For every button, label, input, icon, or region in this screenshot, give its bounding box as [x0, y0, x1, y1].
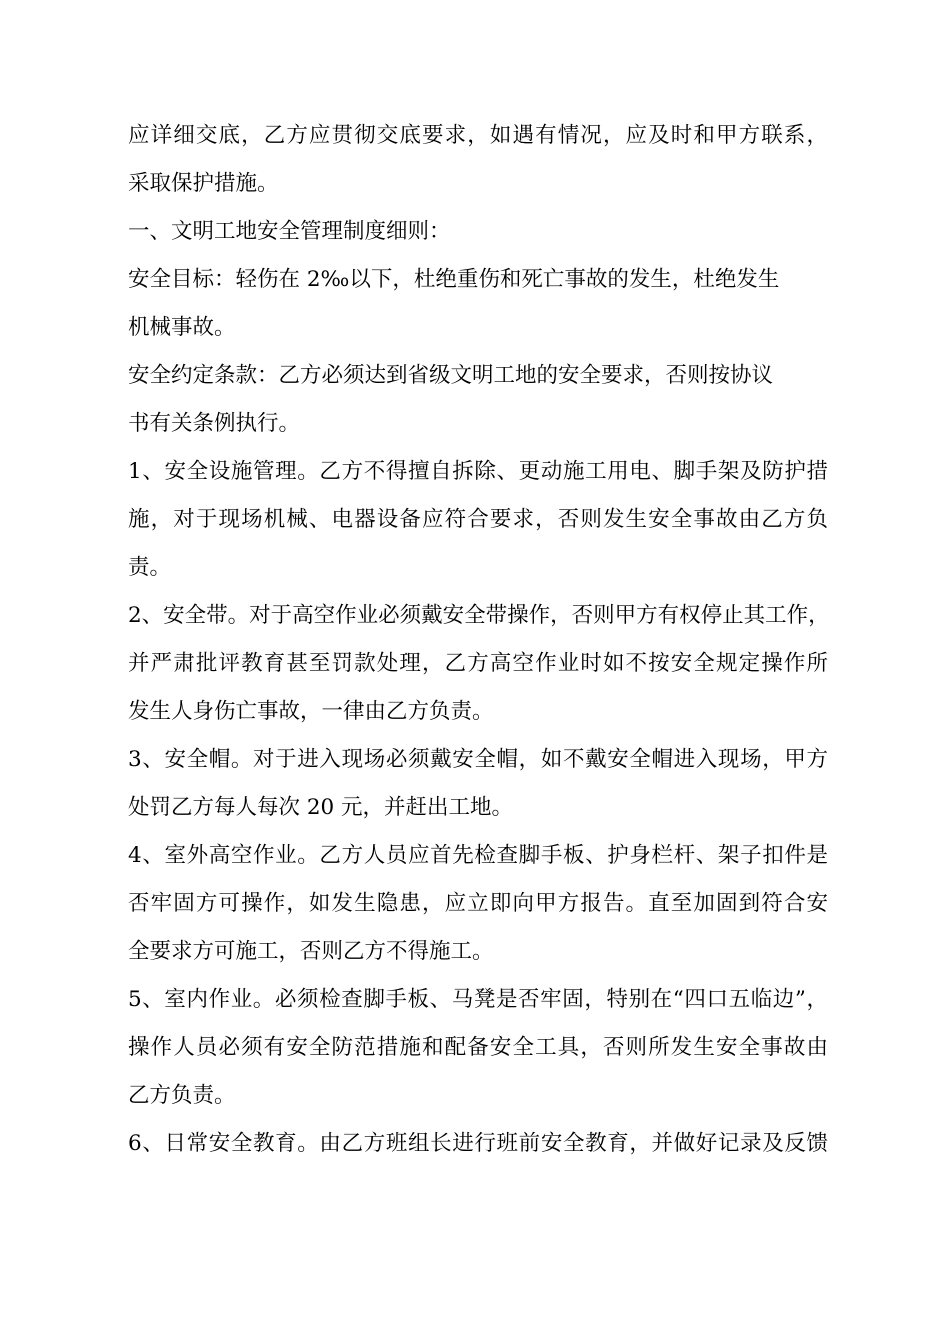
text-line: 机械事故。: [128, 315, 236, 340]
text-line: 安全约定条款：乙方必须达到省级文明工地的安全要求，否则按协议: [128, 363, 774, 388]
text-line: 责。: [128, 555, 172, 580]
document-body: [128, 112, 828, 1168]
text-line: 全要求方可施工，否则乙方不得施工。: [128, 939, 494, 964]
text-line: 处罚乙方每人每次 20 元，并赶出工地。: [128, 795, 514, 820]
text-line: 安全目标：轻伤在 2‰以下，杜绝重伤和死亡事故的发生，杜绝发生: [128, 267, 780, 292]
text-line: 应详细交底，乙方应贯彻交底要求，如遇有情况，应及时和甲方联系，: [128, 123, 828, 148]
text-line: 施，对于现场机械、电器设备应符合要求，否则发生安全事故由乙方负: [128, 507, 828, 532]
text-line: 乙方负责。: [128, 1083, 236, 1108]
text-line: 发生人身伤亡事故，一律由乙方负责。: [128, 699, 494, 724]
text-line: 书有关条例执行。: [128, 411, 301, 436]
text-line: 4、室外高空作业。乙方人员应首先检查脚手板、护身栏杆、架子扣件是: [128, 843, 828, 868]
text-line: 2、安全带。对于高空作业必须戴安全带操作，否则甲方有权停止其工作，: [128, 603, 830, 628]
text-line: 3、安全帽。对于进入现场必须戴安全帽，如不戴安全帽进入现场，甲方: [128, 747, 828, 772]
text-line: 否牢固方可操作，如发生隐患，应立即向甲方报告。直至加固到符合安: [128, 891, 828, 916]
text-line: 并严肃批评教育甚至罚款处理，乙方高空作业时如不按安全规定操作所: [128, 651, 828, 676]
text-line: 1、安全设施管理。乙方不得擅自拆除、更动施工用电、脚手架及防护措: [128, 459, 828, 484]
section-heading: 一、文明工地安全管理制度细则：: [128, 219, 451, 244]
text-line: 6、日常安全教育。由乙方班组长进行班前安全教育，并做好记录及反馈: [128, 1131, 828, 1156]
text-line: 采取保护措施。: [128, 171, 279, 196]
text-line: 操作人员必须有安全防范措施和配备安全工具，否则所发生安全事故由: [128, 1035, 828, 1060]
text-line: 5、室内作业。必须检查脚手板、马凳是否牢固，特别在“四口五临边”，: [128, 987, 828, 1012]
